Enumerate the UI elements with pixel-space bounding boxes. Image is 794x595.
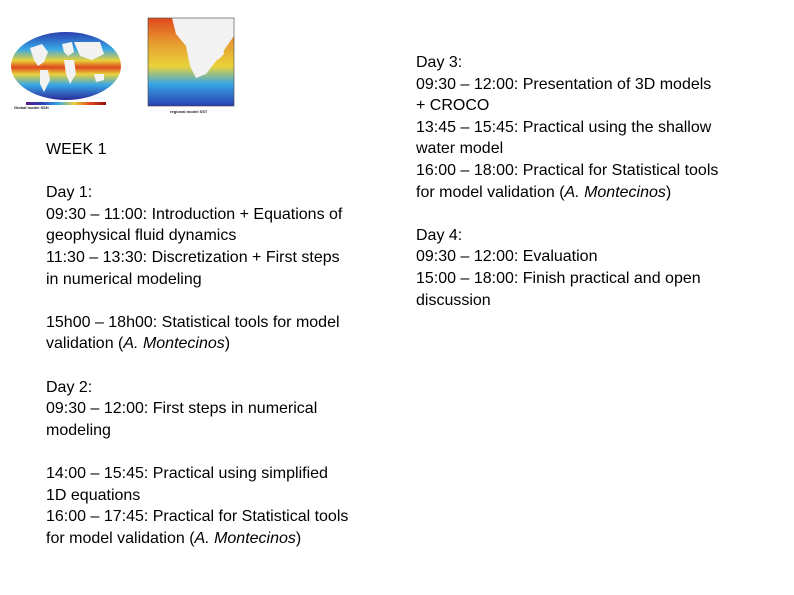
day1-title: Day 1:	[46, 184, 93, 202]
day1-line6-prefix: validation (	[46, 335, 124, 353]
day1-instructor: A. Montecinos	[123, 335, 225, 353]
regional-sst-figure	[146, 16, 236, 116]
day3-title: Day 3:	[416, 54, 463, 71]
day4-title: Day 4:	[416, 226, 463, 244]
day2-line1: 09:30 – 12:00: First steps in numerical	[46, 400, 318, 418]
regional-sst-map	[146, 16, 236, 108]
day3-line6-suffix: )	[665, 183, 672, 201]
day1-line6-suffix: )	[224, 335, 231, 353]
day3-line2: + CROCO	[416, 97, 490, 115]
day4-line2: 15:00 – 18:00: Finish practical and open	[416, 269, 701, 287]
day2-line6-suffix: )	[295, 529, 302, 547]
day3-instructor: A. Montecinos	[564, 183, 666, 201]
week-title: WEEK 1	[46, 141, 107, 158]
day4-line1: 09:30 – 12:00: Evaluation	[416, 248, 598, 266]
global-ssh-map	[8, 14, 124, 108]
global-ssh-caption: Global model SSH	[14, 105, 49, 110]
day1-line3: 11:30 – 13:30: Discretization + First steps	[46, 248, 340, 266]
global-ssh-figure	[8, 14, 124, 108]
day3-line4: water model	[416, 140, 504, 158]
left-schedule-column	[46, 139, 348, 549]
regional-sst-caption: regional model SST	[170, 109, 208, 114]
day1-line1: 09:30 – 11:00: Introduction + Equations of	[46, 205, 343, 223]
day2-line3: 14:00 – 15:45: Practical using simplified	[46, 464, 328, 482]
day1-line2: geophysical fluid dynamics	[46, 227, 237, 245]
day1-line5: 15h00 – 18h00: Statistical tools for model	[46, 313, 340, 331]
day3-line3: 13:45 – 15:45: Practical using the shallow	[416, 118, 712, 136]
day2-line5: 16:00 – 17:45: Practical for Statistical tools	[46, 508, 349, 526]
right-schedule-column	[416, 52, 718, 311]
day2-line6-prefix: for model validation (	[46, 529, 195, 547]
day2-line4: 1D equations	[46, 486, 141, 504]
day2-instructor: A. Montecinos	[194, 529, 296, 547]
day1-line6	[46, 333, 348, 355]
day3-line5: 16:00 – 18:00: Practical for Statistical tools	[416, 161, 719, 179]
day3-line6	[416, 182, 718, 204]
day2-title: Day 2:	[46, 378, 93, 396]
day2-line6	[46, 528, 348, 550]
day4-line3: discussion	[416, 291, 491, 309]
day3-line1: 09:30 – 12:00: Presentation of 3D models	[416, 75, 712, 93]
day2-line2: modeling	[46, 421, 111, 439]
day3-line6-prefix: for model validation (	[416, 183, 565, 201]
day1-line4: in numerical modeling	[46, 270, 202, 288]
